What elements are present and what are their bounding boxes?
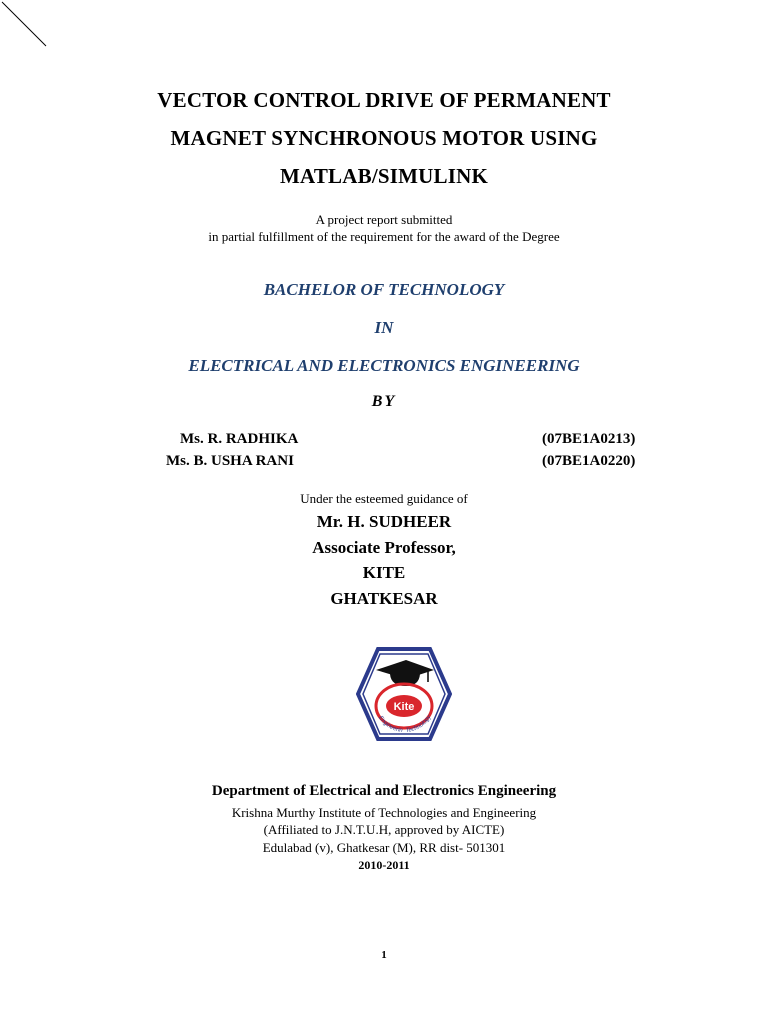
- student-2-name: Ms. B. USHA RANI: [166, 453, 294, 469]
- guide-college: KITE: [362, 563, 406, 582]
- academic-year: 2010-2011: [358, 858, 410, 872]
- guidance-intro: Under the esteemed guidance of: [300, 491, 468, 506]
- guide-name: Mr. H. SUDHEER: [316, 512, 452, 531]
- institute-affiliation: (Affiliated to J.N.T.U.H, approved by AICTE): [263, 822, 505, 837]
- student-1-roll: (07BE1A0213): [542, 431, 636, 447]
- institute-address: Edulabad (v), Ghatkesar (M), RR dist- 501301: [262, 840, 506, 855]
- degree-by: BY: [371, 393, 397, 410]
- title-line-3: MATLAB/SIMULINK: [280, 164, 488, 188]
- logo-kite-text: Kite: [393, 701, 415, 713]
- corner-diagonal-line: [0, 0, 60, 60]
- title-line-2: MAGNET SYNCHRONOUS MOTOR USING: [170, 126, 598, 150]
- student-1-name: Ms. R. RADHIKA: [180, 431, 299, 447]
- student-2-roll: (07BE1A0220): [542, 453, 636, 469]
- submission-line-2: in partial fulfillment of the requirement for the award of the Degree: [208, 229, 560, 244]
- degree-in: IN: [374, 318, 394, 337]
- submission-line-1: A project report submitted: [315, 212, 453, 227]
- degree-branch: ELECTRICAL AND ELECTRONICS ENGINEERING: [188, 356, 580, 375]
- kite-college-logo: [356, 646, 452, 742]
- department-name: Department of Electrical and Electronics Engineering: [211, 783, 557, 799]
- logo-arc-right-text: Technology: [405, 714, 433, 735]
- guide-designation: Associate Professor,: [312, 538, 456, 557]
- title-line-1: VECTOR CONTROL DRIVE OF PERMANENT: [157, 88, 611, 112]
- logo-arc-left-text: Engineerin: [377, 715, 403, 734]
- guide-place: GHATKESAR: [330, 589, 438, 608]
- page-number: 1: [381, 949, 387, 961]
- degree-name: BACHELOR OF TECHNOLOGY: [263, 280, 505, 299]
- institute-name: Krishna Murthy Institute of Technologies and Engineering: [231, 805, 537, 820]
